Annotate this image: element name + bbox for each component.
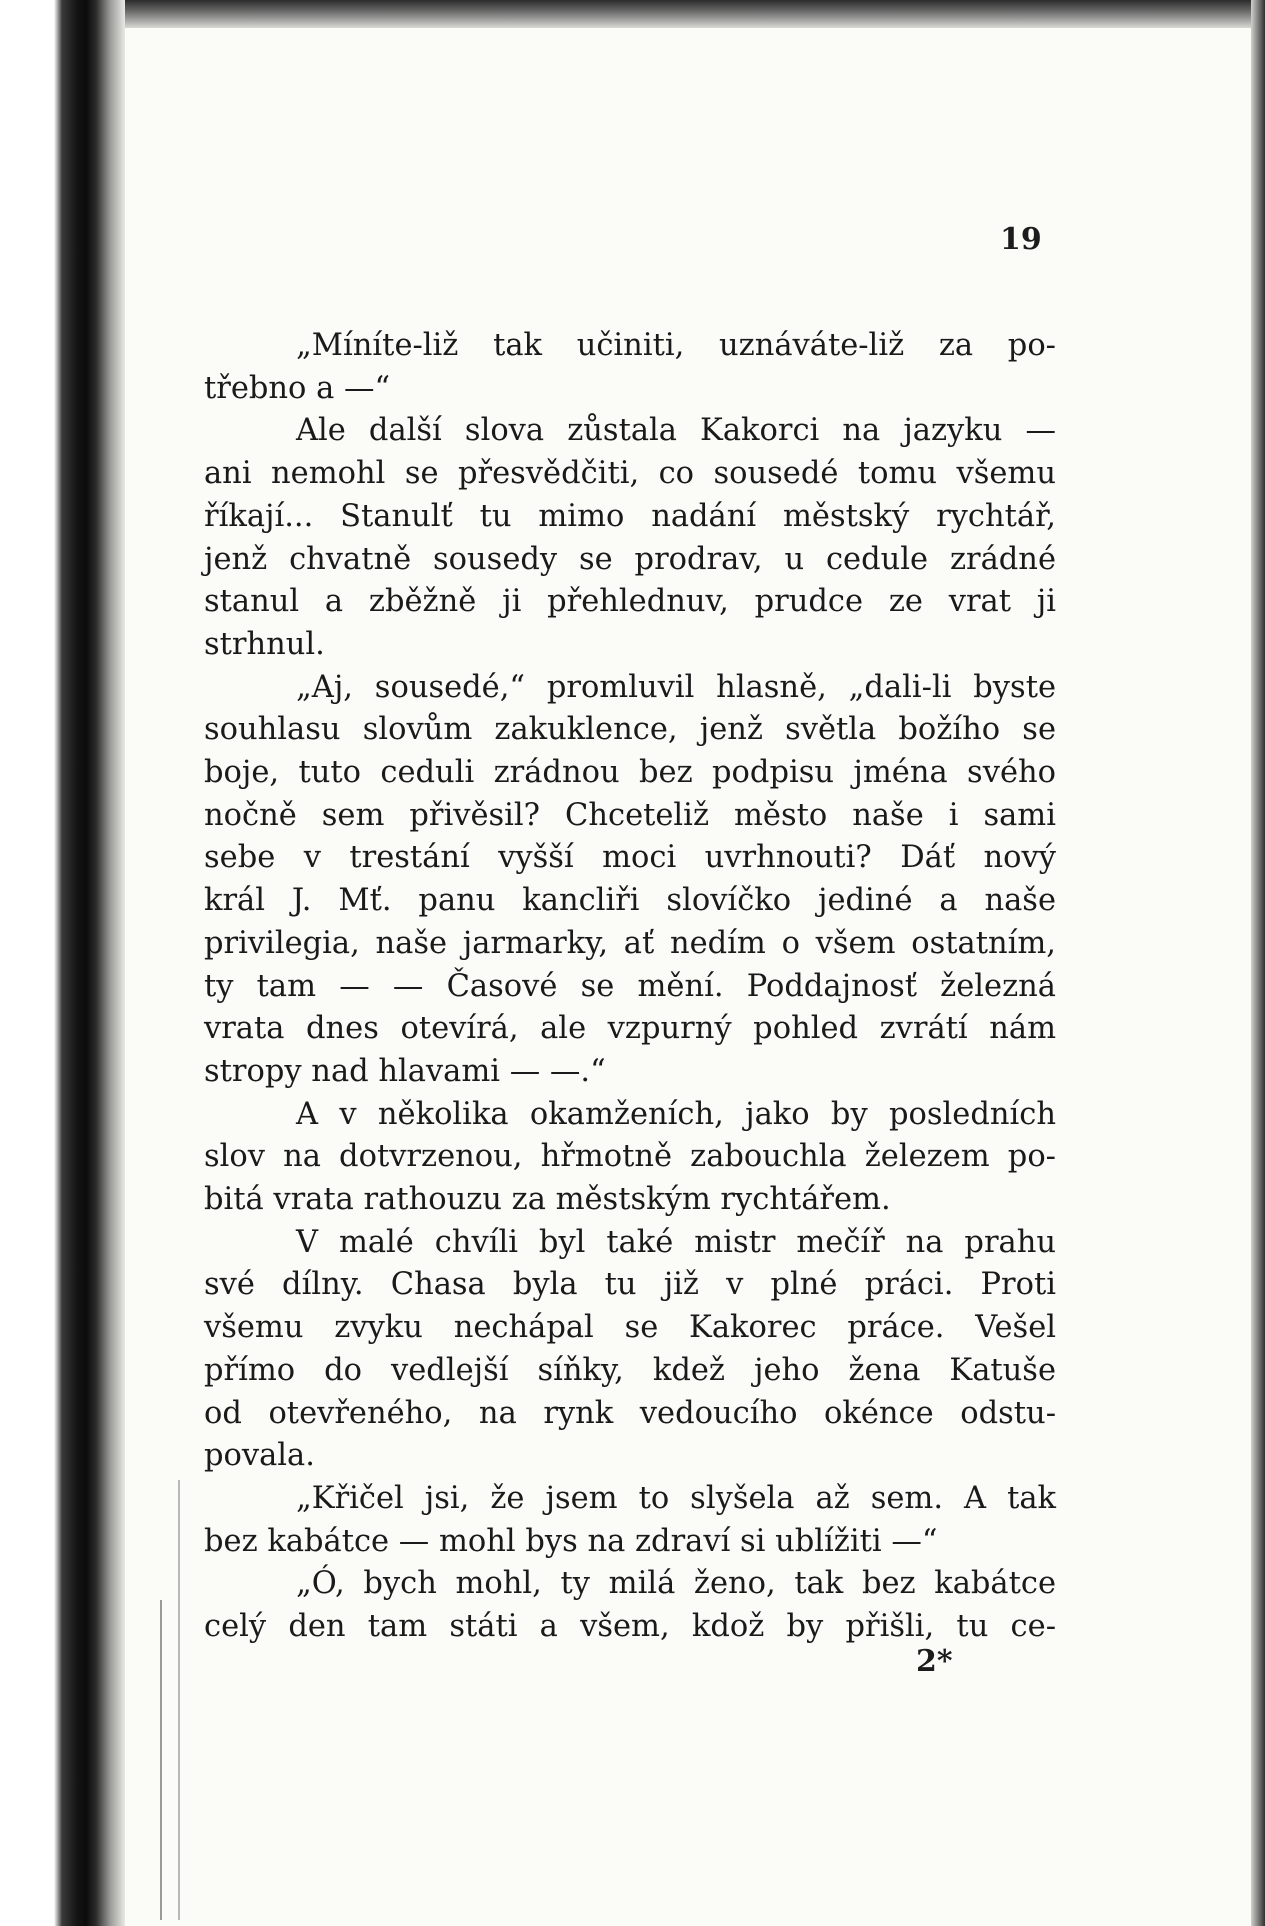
text-line: sebe v trestání vyšší moci uvrhnouti? Dáť nový [204,840,1056,876]
text-line: stanul a zběžně ji přehlednuv, prudce ze vrat ji [204,584,1056,620]
text-line: jenž chvatně sousedy se prodrav, u cedule zrádné [204,541,1056,577]
text-line: povala. [204,1438,315,1474]
text-line: slov na dotvrzenou, hřmotně zabouchla železem po- [204,1139,1056,1175]
text-line: třebno a —“ [204,370,391,406]
text-line: souhlasu slovům zakuklence, jenž světla božího se [204,712,1056,748]
text-line: ani nemohl se přesvědčiti, co sousedé tomu všemu [204,456,1056,492]
gutter-mark [178,1480,180,1920]
text-line: přímo do vedlejší síňky, kdež jeho žena Katuše [204,1352,1056,1388]
gutter-mark [160,1600,162,1920]
text-line: nočně sem přivěsil? Chceteliž město naše i sami [204,797,1056,833]
text-line: říkají... Stanulť tu mimo nadání městský rychtář, [204,498,1056,534]
text-line: privilegia, naše jarmarky, ať nedím o všem ostatním, [204,925,1056,961]
text-line: „Křičel jsi, že jsem to slyšela až sem. A tak [296,1480,1056,1516]
text-line: od otevřeného, na rynk vedoucího okénce odstu- [204,1395,1056,1431]
page-number: 19 [1000,222,1042,257]
text-line: V malé chvíli byl také mistr mečíř na prahu [296,1224,1056,1260]
text-line: „Ó, bych mohl, ty milá ženo, tak bez kabátce [296,1566,1056,1602]
text-line: své dílny. Chasa byla tu již v plné práci. Proti [204,1267,1056,1303]
text-line: bitá vrata rathouzu za městským rychtářem. [204,1182,891,1218]
text-line: boje, tuto ceduli zrádnou bez podpisu jména svého [204,755,1056,791]
text-line: „Aj, sousedé,“ promluvil hlasně, „dali-li byste [296,669,1056,705]
text-line: všemu zvyku nechápal se Kakorec práce. Vešel [204,1310,1056,1346]
signature-mark: 2* [916,1644,953,1679]
text-line: Ale další slova zůstala Kakorci na jazyku — [296,413,1056,449]
text-line: bez kabátce — mohl bys na zdraví si ublížiti —“ [204,1523,938,1559]
top-shadow [0,0,1265,28]
text-line: strhnul. [204,626,325,662]
text-line: ty tam — — Časové se mění. Poddajnosť železná [204,968,1056,1004]
text-line: král J. Mť. panu kancliři slovíčko jediné a naše [204,883,1056,919]
text-line: celý den tam státi a všem, kdož by přišli, tu ce- [204,1609,1056,1645]
book-spine-shadow [0,0,125,1926]
text-line: A v několika okamženích, jako by posledních [296,1096,1056,1132]
text-line: „Míníte-liž tak učiniti, uznáváte-liž za po- [296,328,1056,363]
text-line: vrata dnes otevírá, ale vzpurný pohled zvrátí nám [204,1011,1056,1047]
body-text [204,325,1056,1649]
right-edge-shadow [1251,0,1265,1926]
text-line: stropy nad hlavami — —.“ [204,1053,606,1089]
